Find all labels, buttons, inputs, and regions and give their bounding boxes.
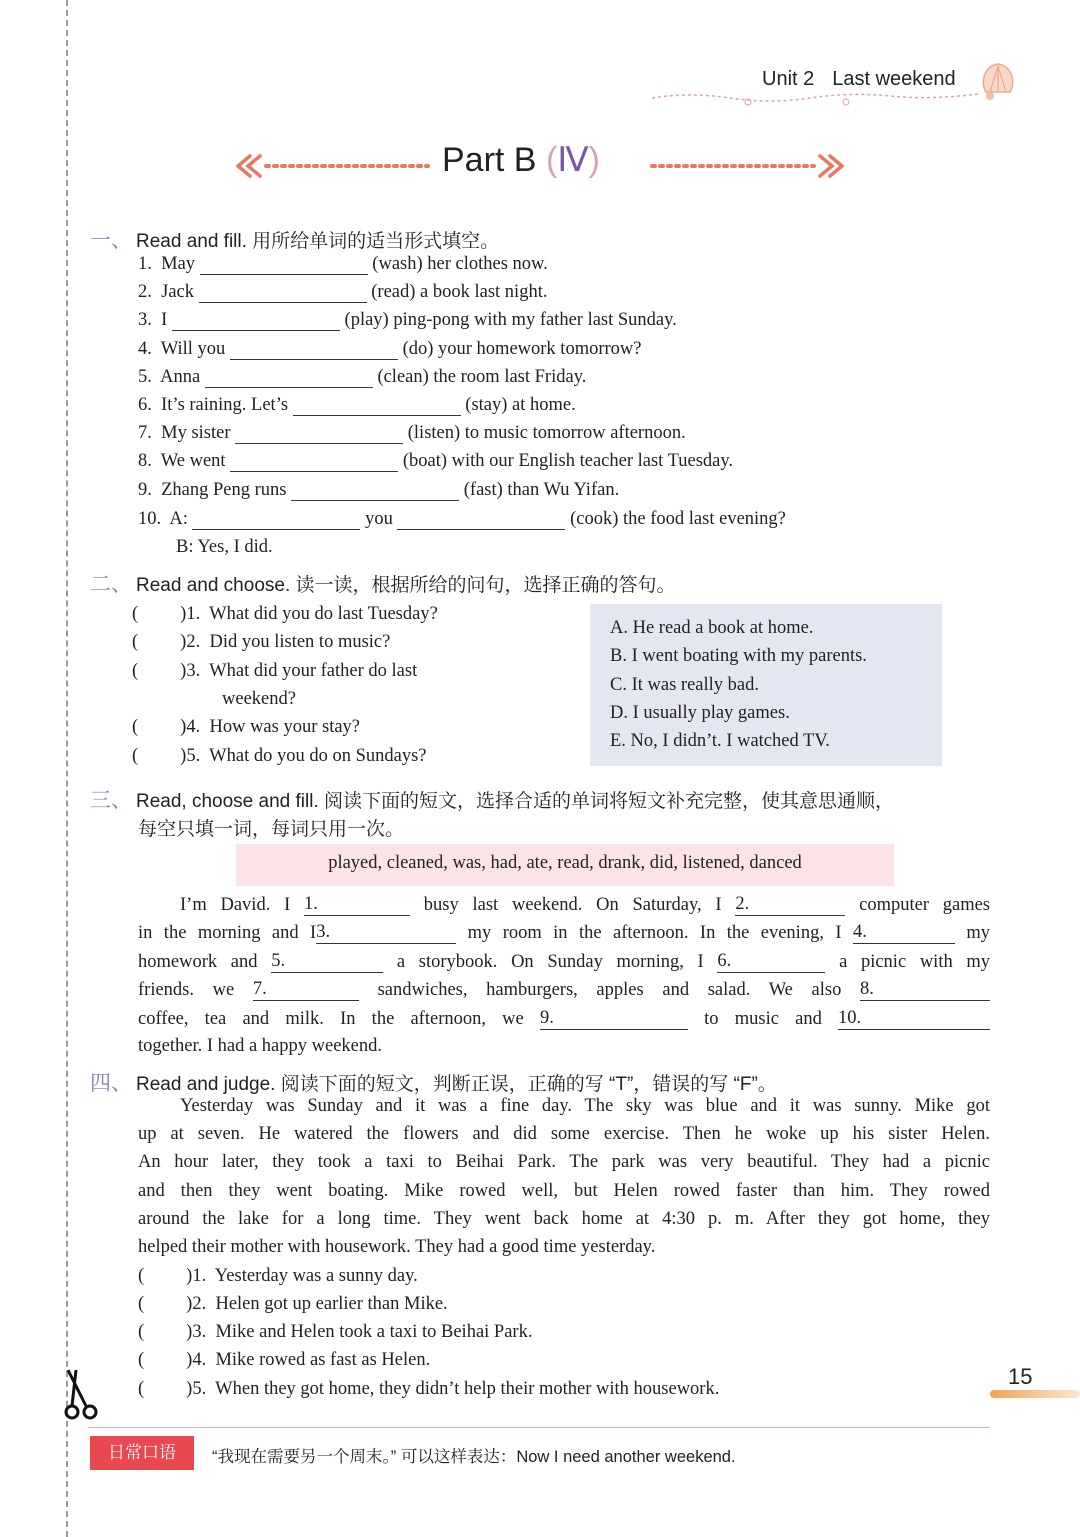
answer-blank-3[interactable] [316,922,456,944]
title-paren-open: ( [545,141,558,179]
item-hint-word: (wash) [372,254,423,274]
unit-title: Last weekend [832,68,956,90]
answer-paren[interactable]: ( [138,1322,145,1342]
question-number: )2. [180,632,201,652]
s1-item-1 [138,254,548,275]
title-roman: Ⅳ [557,141,589,179]
option-a: A. He read a book at home. [610,618,814,638]
item-post: to music tomorrow afternoon. [464,423,686,443]
blank-number: 4. [852,922,867,942]
section-1-heading [90,224,499,254]
s4-passage-line-2: up at seven. He watered the flowers and did some exercise. Then he woke up his sister Helen. [138,1124,990,1144]
s1-item-10-answer: B: Yes, I did. [176,537,273,557]
s1-item-6 [138,395,576,416]
question-text: Did you listen to music? [209,632,391,652]
left-arrow-icon [236,154,432,178]
s1-item-9 [138,480,619,501]
answer-blank[interactable] [172,310,340,331]
s2-question-3-cont: weekend? [222,689,296,709]
answer-paren[interactable]: ( [138,1379,145,1399]
answer-blank[interactable] [199,282,367,303]
option-e: E. No, I didn’t. I watched TV. [610,731,830,751]
statement-text: Yesterday was a sunny day. [214,1266,418,1286]
s1-item-7 [138,423,686,444]
s4-statement-5 [138,1379,719,1400]
text: in the morning and I [138,923,317,943]
statement-number: )1. [186,1266,207,1286]
blank-number: 2. [735,894,750,914]
answer-blank[interactable] [230,339,398,360]
item-pre: Will you [160,339,226,359]
cut-line [66,0,68,1537]
section-4-number: 四、 [90,1072,132,1095]
answer-blank-8[interactable] [860,979,990,1001]
footer-text: “我现在需要另一个周末。” 可以这样表达：Now I need another weekend. [212,1448,736,1466]
blank-number: 5. [271,951,286,971]
text: I’m David. I [180,895,291,915]
page-title [442,140,600,180]
s4-passage-line-3: An hour later, they took a taxi to Beihai Park. The park was very beautiful. They had a picnic [138,1152,990,1172]
statement-number: )5. [186,1379,207,1399]
answer-blank[interactable] [293,395,461,416]
item-pre: Zhang Peng runs [161,480,287,500]
answer-paren[interactable]: ( [138,1350,145,1370]
s1-item-5 [138,367,586,388]
s1-item-10 [138,509,786,530]
question-text: What do you do on Sundays? [209,746,427,766]
s2-question-3 [132,661,417,682]
text: sandwiches, hamburgers, apples and salad. We also [377,980,842,1000]
s1-item-3 [138,310,677,331]
item-number: 3. [138,310,152,330]
answer-blank[interactable] [205,367,373,388]
option-d: D. I usually play games. [610,703,790,723]
answer-paren[interactable]: ( [138,1294,145,1314]
section-1-number: 一、 [90,229,132,252]
item-pre: Anna [160,367,201,387]
item-hint-word: (listen) [407,423,461,443]
page-number-bar [990,1390,1080,1398]
s1-item-8 [138,451,733,472]
question-number: )1. [180,604,201,624]
item-post: than Wu Yifan. [507,480,620,500]
text: busy last weekend. On Saturday, I [423,895,722,915]
s4-passage-line-1: Yesterday was Sunday and it was a fine day. The sky was blue and it was sunny. Mike got [180,1096,990,1116]
decorative-wave-line [650,88,980,110]
item-pre: May [161,254,196,274]
item-mid: you [365,509,393,529]
item-post: at home. [512,395,576,415]
footer-tag: 日常口语 [90,1436,194,1470]
blank-number: 10. [838,1008,862,1028]
item-number: 2. [138,282,152,302]
item-hint-word: (cook) [570,509,619,529]
s1-item-2 [138,282,547,303]
item-number: 4. [138,339,152,359]
item-number: 1. [138,254,152,274]
statement-number: )3. [186,1322,207,1342]
text: homework and [138,952,258,972]
s3-line-6: together. I had a happy weekend. [138,1036,383,1056]
s4-statement-3 [138,1322,532,1343]
item-number: 9. [138,480,152,500]
s3-line-1 [138,894,990,916]
word-bank: played, cleaned, was, had, ate, read, drank, did, listened, danced [328,853,802,873]
part-label: Part B [442,141,537,179]
item-hint-word: (do) [402,339,434,359]
answer-blank[interactable] [230,451,398,472]
answer-paren[interactable]: ( [132,717,139,737]
answer-blank[interactable] [192,509,360,530]
text: my room in the afternoon. In the evening, I [467,923,842,943]
item-number: 6. [138,395,152,415]
item-hint-word: (read) [371,282,416,302]
item-post: with our English teacher last Tuesday. [451,451,734,471]
question-text: What did you do last Tuesday? [209,604,438,624]
item-number: 5. [138,367,152,387]
item-number: 10. [138,509,162,529]
item-post: the room last Friday. [433,367,587,387]
s2-question-4 [132,717,360,738]
item-hint-word: (play) [344,310,389,330]
section-4-heading [90,1067,777,1097]
statement-text: When they got home, they didn’t help their mother with housework. [215,1379,720,1399]
statement-text: Helen got up earlier than Mike. [215,1294,448,1314]
answer-blank[interactable] [397,509,565,530]
answer-blank-9[interactable] [540,1008,688,1030]
answer-blank-1[interactable] [304,894,410,916]
blank-number: 1. [304,894,318,914]
item-post: a book last night. [420,282,548,302]
s2-question-1 [132,604,438,625]
s4-statement-4 [138,1350,430,1371]
text: coffee, tea and milk. In the afternoon, we [138,1009,524,1029]
s3-line-5 [138,1008,990,1030]
part-title-banner [236,140,844,188]
answer-blank-6[interactable] [717,951,825,973]
answer-blank-2[interactable] [735,894,845,916]
blank-number: 8. [860,979,874,999]
answer-blank[interactable] [200,254,368,275]
section-4-title: Read and judge. 阅读下面的短文，判断正误，正确的写 “T”，错误的写 “F”。 [136,1074,777,1095]
s1-item-4 [138,339,641,360]
answer-paren[interactable]: ( [132,632,139,652]
question-text: How was your stay? [209,717,361,737]
item-pre: Jack [161,282,194,302]
answer-blank-4[interactable] [853,922,955,944]
statement-number: )4. [186,1350,207,1370]
title-paren-close: ) [588,141,600,179]
statement-text: Mike rowed as fast as Helen. [215,1350,431,1370]
s3-line-3 [138,951,990,973]
right-arrow-icon [648,154,844,178]
section-2-title: Read and choose. 读一读，根据所给的问句，选择正确的答句。 [136,575,676,596]
section-3-title-cont: 每空只填一词，每词只用一次。 [138,819,405,840]
answer-blank[interactable] [235,423,403,444]
s4-statement-1 [138,1266,418,1287]
answer-options-box [590,604,942,766]
text: a storybook. On Sunday morning, I [396,952,704,972]
s4-passage-line-5: around the lake for a long time. They went back home at 4:30 p. m. After they got home, they [138,1209,990,1229]
text: to music and [704,1009,822,1029]
answer-blank-5[interactable] [271,951,383,973]
section-3-title: Read, choose and fill. 阅读下面的短文，选择合适的单词将短文补充完整，使其意思通顺， [136,791,895,812]
answer-blank[interactable] [291,480,459,501]
statement-number: )2. [186,1294,207,1314]
item-number: 8. [138,451,152,471]
item-post: your homework tomorrow? [438,339,642,359]
blank-number: 3. [316,922,331,942]
s3-line-2 [138,922,990,944]
option-c: C. It was really bad. [610,675,759,695]
question-number: )4. [180,717,201,737]
answer-paren[interactable]: ( [138,1266,145,1286]
answer-blank-10[interactable] [838,1008,990,1030]
option-b: B. I went boating with my parents. [610,646,867,666]
item-hint-word: (fast) [463,480,503,500]
section-3-heading [90,784,894,814]
item-hint-word: (boat) [402,451,448,471]
section-3-number: 三、 [90,789,132,812]
answer-paren[interactable]: ( [132,661,139,681]
shell-icon [978,60,1018,104]
answer-blank-7[interactable] [253,979,359,1001]
page-number: 15 [1008,1364,1033,1389]
word-bank-box [236,844,894,886]
question-number: )3. [180,661,201,681]
item-hint-word: (clean) [377,367,429,387]
item-post: ping-pong with my father last Sunday. [393,310,677,330]
s4-statement-2 [138,1294,448,1315]
section-2-number: 二、 [90,573,132,596]
answer-paren[interactable]: ( [132,746,139,766]
item-pre: I [161,310,168,330]
item-pre: We went [160,451,226,471]
s4-passage-line-4: and then they went boating. Mike rowed well, but Helen rowed faster than him. They rowed [138,1181,990,1201]
scissors-icon [62,1368,102,1424]
question-text: What did your father do last [209,661,418,681]
text: friends. we [138,980,235,1000]
item-number: 7. [138,423,152,443]
text: a picnic with my [839,952,991,972]
section-2-heading [90,568,676,598]
item-pre: It’s raining. Let’s [161,395,289,415]
s4-passage-line-6: helped their mother with housework. They had a good time yesterday. [138,1237,656,1257]
section-1-title: Read and fill. 用所给单词的适当形式填空。 [136,231,500,252]
blank-number: 7. [252,979,267,999]
answer-paren[interactable]: ( [132,604,139,624]
item-post: her clothes now. [427,254,548,274]
question-number: )5. [180,746,201,766]
text: computer games [859,895,990,915]
item-pre: My sister [161,423,231,443]
s3-line-4 [138,979,990,1001]
unit-number: Unit 2 [762,68,815,90]
statement-text: Mike and Helen took a taxi to Beihai Park. [215,1322,533,1342]
item-post: the food last evening? [623,509,786,529]
speaker-a: A: [169,509,188,529]
s2-question-5 [132,746,427,767]
s2-question-2 [132,632,390,653]
blank-number: 9. [539,1008,554,1028]
footer-divider [88,1427,990,1428]
text: my [966,923,990,943]
item-hint-word: (stay) [465,395,508,415]
blank-number: 6. [717,951,732,971]
